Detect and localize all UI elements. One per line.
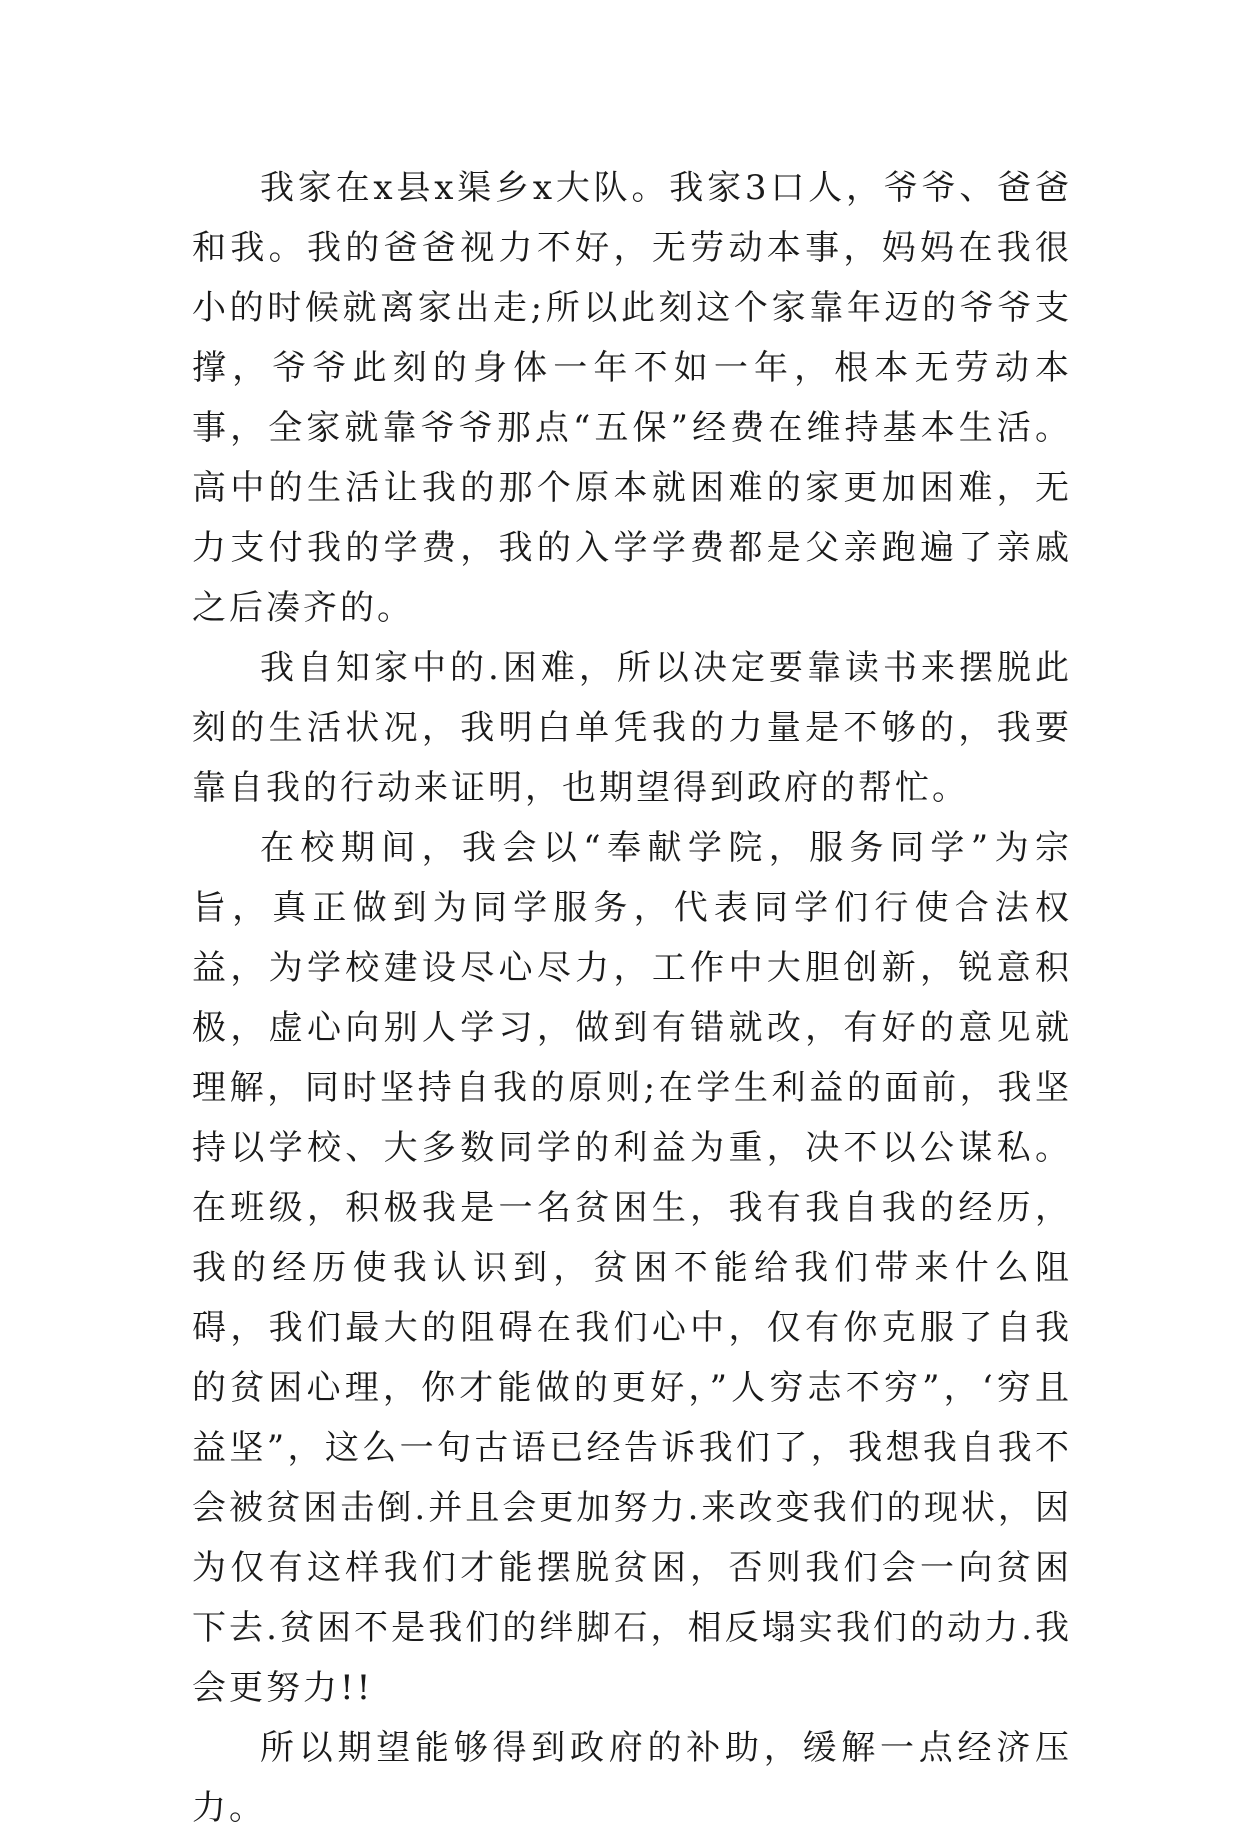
- paragraph-study-resolve: 我自知家中的.困难，所以决定要靠读书来摆脱此刻的生活状况，我明白单凭我的力量是不够的，我要靠自我的行动来证明，也期望得到政府的帮忙。: [192, 648, 1072, 808]
- document-body: [192, 158, 1072, 1838]
- paragraph-school-commitment: 在校期间，我会以“奉献学院，服务同学”为宗旨，真正做到为同学服务，代表同学们行使合法权益，为学校建设尽心尽力，工作中大胆创新，锐意积极，虚心向别人学习，做到有错就改，有好的意见就理解，同时坚持自我的原则;在学生利益的面前，我坚持以学校、大多数同学的利益为重，决不以公谋私。在班级，积极我是一名贫困生，我有我自我的经历，我的经历使我认识到，贫困不能给我们带来什么阻碍，我们最大的阻碍在我们心中，仅有你克服了自我的贫困心理，你才能做的更好，”人穷志不穷”，‘穷且益坚”，这么一句古语已经告诉我们了，我想我自我不会被贫困击倒.并且会更加努力.来改变我们的现状，因为仅有这样我们才能摆脱贫困，否则我们会一向贫困下去.贫困不是我们的绊脚石，相反塌实我们的动力.我会更努力!!: [192, 828, 1072, 1708]
- paragraph-request: 所以期望能够得到政府的补助，缓解一点经济压力。: [192, 1728, 1072, 1828]
- paragraph-family-background: 我家在x县x渠乡x大队。我家3口人，爷爷、爸爸和我。我的爸爸视力不好，无劳动本事，妈妈在我很小的时候就离家出走;所以此刻这个家靠年迈的爷爷支撑，爷爷此刻的身体一年不如一年，根本无劳动本事，全家就靠爷爷那点“五保”经费在维持基本生活。高中的生活让我的那个原本就困难的家更加困难，无力支付我的学费，我的入学学费都是父亲跑遍了亲戚之后凑齐的。: [192, 168, 1072, 628]
